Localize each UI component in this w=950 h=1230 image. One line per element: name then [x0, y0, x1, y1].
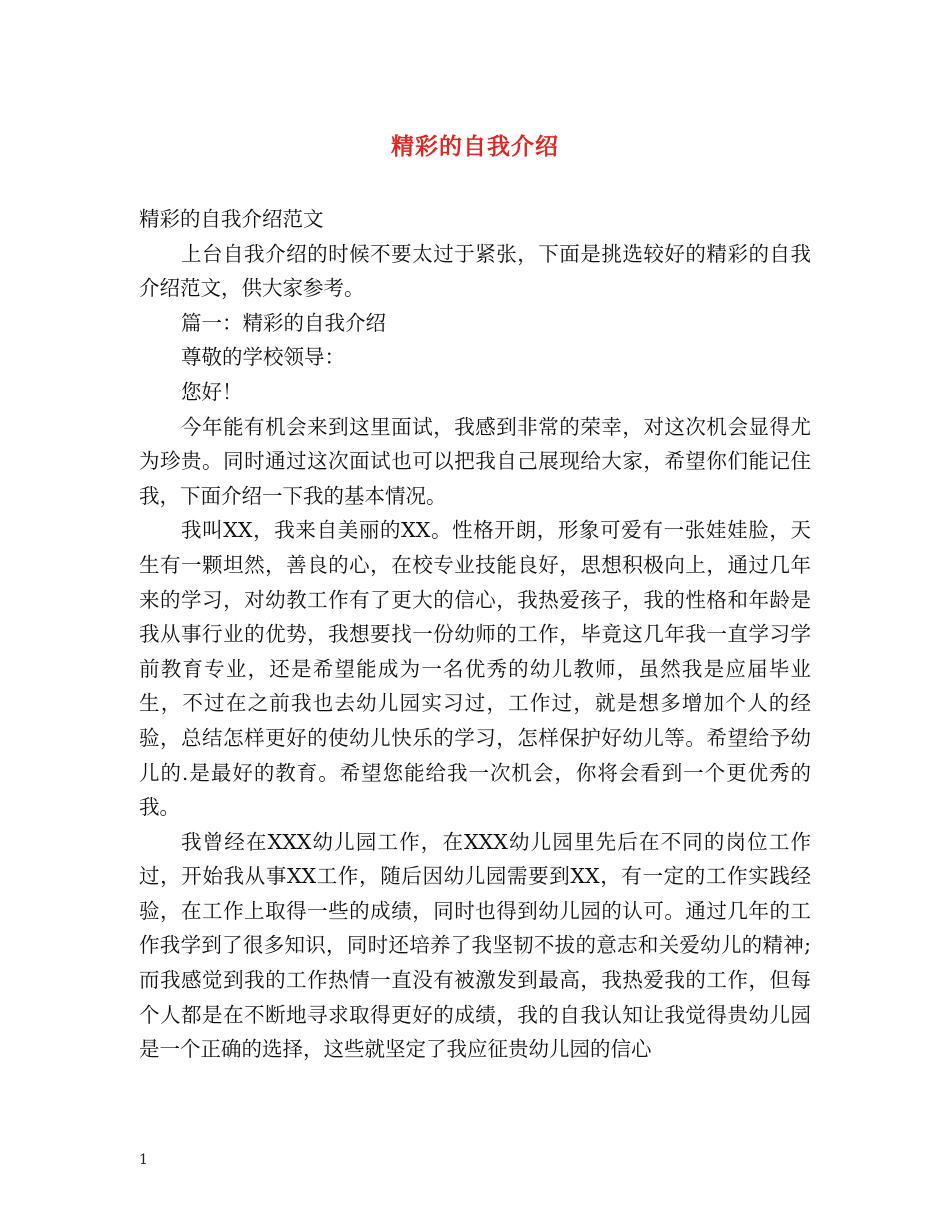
paragraph: 我叫XX，我来自美丽的XX。性格开朗，形象可爱有一张娃娃脸，天生有一颗坦然，善良的心，在校专业技能良好，思想积极向上，通过几年来的学习，对幼教工作有了更大的信心，我热爱孩子，我的性格和年龄是我从事行业的优势，我想要找一份幼师的工作，毕竟这几年我一直学习学前教育专业，还是希望能成为一名优秀的幼儿教师，虽然我是应届毕业生，不过在之前我也去幼儿园实习过，工作过，就是想多增加个人的经验，总结怎样更好的使幼儿快乐的学习，怎样保护好幼儿等。希望给予幼儿的.是最好的教育。希望您能给我一次机会，你将会看到一个更优秀的我。 — [139, 518, 811, 820]
greeting: 您好！ — [181, 379, 243, 404]
page-number: 1 — [139, 1152, 148, 1168]
paragraph: 我曾经在XXX幼儿园工作，在XXX幼儿园里先后在不同的岗位工作过，开始我从事XX工作，随后因幼儿园需要到XX，有一定的工作实践经验，在工作上取得一些的成绩，同时也得到幼儿园的认可。通过几年的工作我学到了很多知识，同时还培养了我坚韧不拔的意志和关爱幼儿的精神;而我感觉到我的工作热情一直没有被激发到最高，我热爱我的工作，但每个人都是在不断地寻求取得更好的成绩，我的自我认知让我觉得贵幼儿园是一个正确的选择，这些就坚定了我应征贵幼儿园的信心 — [139, 829, 811, 1062]
paragraph: 精彩的自我介绍范文 — [139, 207, 324, 231]
section-heading: 篇一：精彩的自我介绍 — [181, 310, 386, 335]
salutation: 尊敬的学校领导： — [181, 345, 345, 370]
document-title: 精彩的自我介绍 — [391, 133, 559, 160]
paragraph: 今年能有机会来到这里面试，我感到非常的荣幸，对这次机会显得尤为珍贵。同时通过这次面试也可以把我自己展现给大家，希望你们能记住我，下面介绍一下我的基本情况。 — [139, 414, 811, 508]
paragraph: 上台自我介绍的时候不要太过于紧张，下面是挑选较好的精彩的自我介绍范文，供大家参考。 — [139, 241, 811, 301]
document-body — [139, 202, 811, 1067]
